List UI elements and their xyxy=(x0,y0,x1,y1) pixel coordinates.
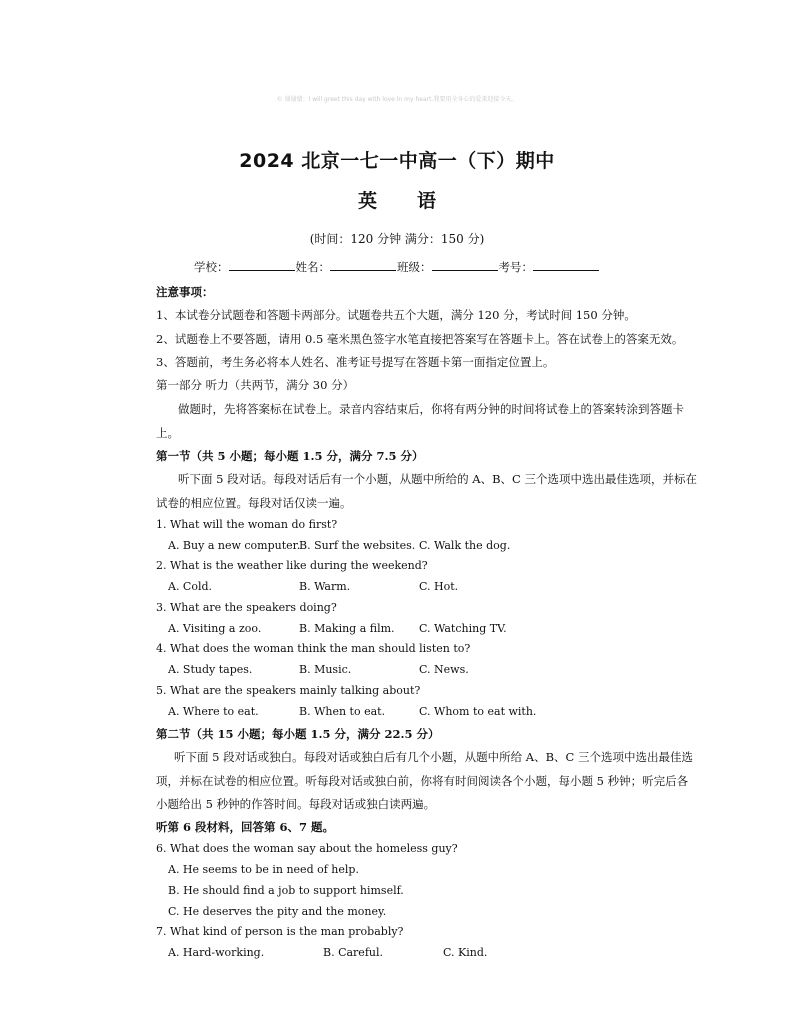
student-info-line xyxy=(0,259,794,275)
q3-option-c[interactable]: C. Watching TV. xyxy=(419,622,507,635)
q2-option-c[interactable]: C. Hot. xyxy=(419,580,459,593)
q5-option-b[interactable]: B. When to eat. xyxy=(299,705,386,718)
q6-option-b[interactable]: B. He should find a job to support himself. xyxy=(168,884,404,897)
q7-option-c[interactable]: C. Kind. xyxy=(443,946,488,959)
section2-intro-line3: 小题给出 5 秒钟的作答时间。每段对话或独白读两遍。 xyxy=(156,797,436,811)
q4-option-b[interactable]: B. Music. xyxy=(299,663,352,676)
q1-option-b[interactable]: B. Surf the websites. xyxy=(299,539,416,552)
section2-intro-line1: 听下面 5 段对话或独白。每段对话或独白后有几个小题，从题中所给 A、B、C 三个选项中选出最佳选 xyxy=(174,750,693,764)
section2-intro-line2: 项，并标在试卷的相应位置。听每段对话或独白前，你将有时间阅读各个小题，每小题 5 秒钟；听完后各 xyxy=(156,774,689,788)
question-7: 7. What kind of person is the man probably? xyxy=(156,925,404,938)
class-label: 班级： xyxy=(397,260,432,274)
number-blank[interactable] xyxy=(533,259,599,271)
exam-title: 2024 北京一七一中高一（下）期中 xyxy=(239,150,555,172)
school-blank[interactable] xyxy=(229,259,295,271)
q6-option-a[interactable]: A. He seems to be in need of help. xyxy=(168,863,359,876)
notice-item-2: 2、试题卷上不要答题，请用 0.5 毫米黑色签字水笔直接把答案写在答题卡上。答在试卷上的答案无效。 xyxy=(156,332,684,346)
section1-intro-line1: 听下面 5 段对话。每段对话后有一个小题，从题中所给的 A、B、C 三个选项中选出最佳选项，并标在 xyxy=(178,472,697,486)
notice-heading: 注意事项： xyxy=(156,285,214,299)
notice-item-1: 1、本试卷分试题卷和答题卡两部分。试题卷共五个大题，满分 120 分，考试时间 150 分钟。 xyxy=(156,308,636,322)
question-2: 2. What is the weather like during the weekend? xyxy=(156,559,428,572)
section1-intro-line2: 试卷的相应位置。每段对话仅读一遍。 xyxy=(156,496,352,510)
notice-item-3: 3、答题前，考生务必将本人姓名、准考证号提写在答题卡第一面指定位置上。 xyxy=(156,355,555,369)
part1-heading: 第一部分 听力（共两节，满分 30 分） xyxy=(156,378,355,392)
class-blank[interactable] xyxy=(432,259,498,271)
q3-option-a[interactable]: A. Visiting a zoo. xyxy=(168,622,262,635)
q7-option-a[interactable]: A. Hard-working. xyxy=(168,946,265,959)
q6-option-c[interactable]: C. He deserves the pity and the money. xyxy=(168,905,387,918)
question-1: 1. What will the woman do first? xyxy=(156,518,338,531)
material-6-heading: 听第 6 段材料，回答第 6、7 题。 xyxy=(156,820,335,834)
q4-option-a[interactable]: A. Study tapes. xyxy=(168,663,253,676)
part1-intro-line2: 上。 xyxy=(156,426,179,440)
school-label: 学校： xyxy=(194,260,229,274)
q1-option-c[interactable]: C. Walk the dog. xyxy=(419,539,511,552)
q5-option-c[interactable]: C. Whom to eat with. xyxy=(419,705,537,718)
name-label: 姓名： xyxy=(295,260,330,274)
subject-char-1: 英 xyxy=(357,190,377,212)
subject-title xyxy=(0,186,794,213)
q2-option-b[interactable]: B. Warm. xyxy=(299,580,351,593)
section2-heading: 第二节（共 15 小题；每小题 1.5 分，满分 22.5 分） xyxy=(156,727,440,741)
question-5: 5. What are the speakers mainly talking about? xyxy=(156,684,421,697)
section1-heading: 第一节（共 5 小题；每小题 1.5 分，满分 7.5 分） xyxy=(156,449,424,463)
question-6: 6. What does the woman say about the homeless guy? xyxy=(156,842,458,855)
q1-option-a[interactable]: A. Buy a new computer. xyxy=(168,539,301,552)
q2-option-a[interactable]: A. Cold. xyxy=(168,580,213,593)
time-and-score: (时间：120 分钟 满分：150 分) xyxy=(309,232,485,246)
subject-char-2: 语 xyxy=(417,190,437,212)
number-label: 考号： xyxy=(498,260,533,274)
q5-option-a[interactable]: A. Where to eat. xyxy=(168,705,259,718)
part1-intro-line1: 做题时，先将答案标在试卷上。录音内容结束后，你将有两分钟的时间将试卷上的答案转涂到答题卡 xyxy=(178,402,684,416)
question-3: 3. What are the speakers doing? xyxy=(156,601,337,614)
watermark-text: © 谢谢猜：I will greet this day with love in my heart.我要用全身心的爱来迎接今天。 xyxy=(276,96,518,103)
q7-option-b[interactable]: B. Careful. xyxy=(323,946,383,959)
q4-option-c[interactable]: C. News. xyxy=(419,663,469,676)
q3-option-b[interactable]: B. Making a film. xyxy=(299,622,395,635)
question-4: 4. What does the woman think the man should listen to? xyxy=(156,642,471,655)
name-blank[interactable] xyxy=(330,259,396,271)
